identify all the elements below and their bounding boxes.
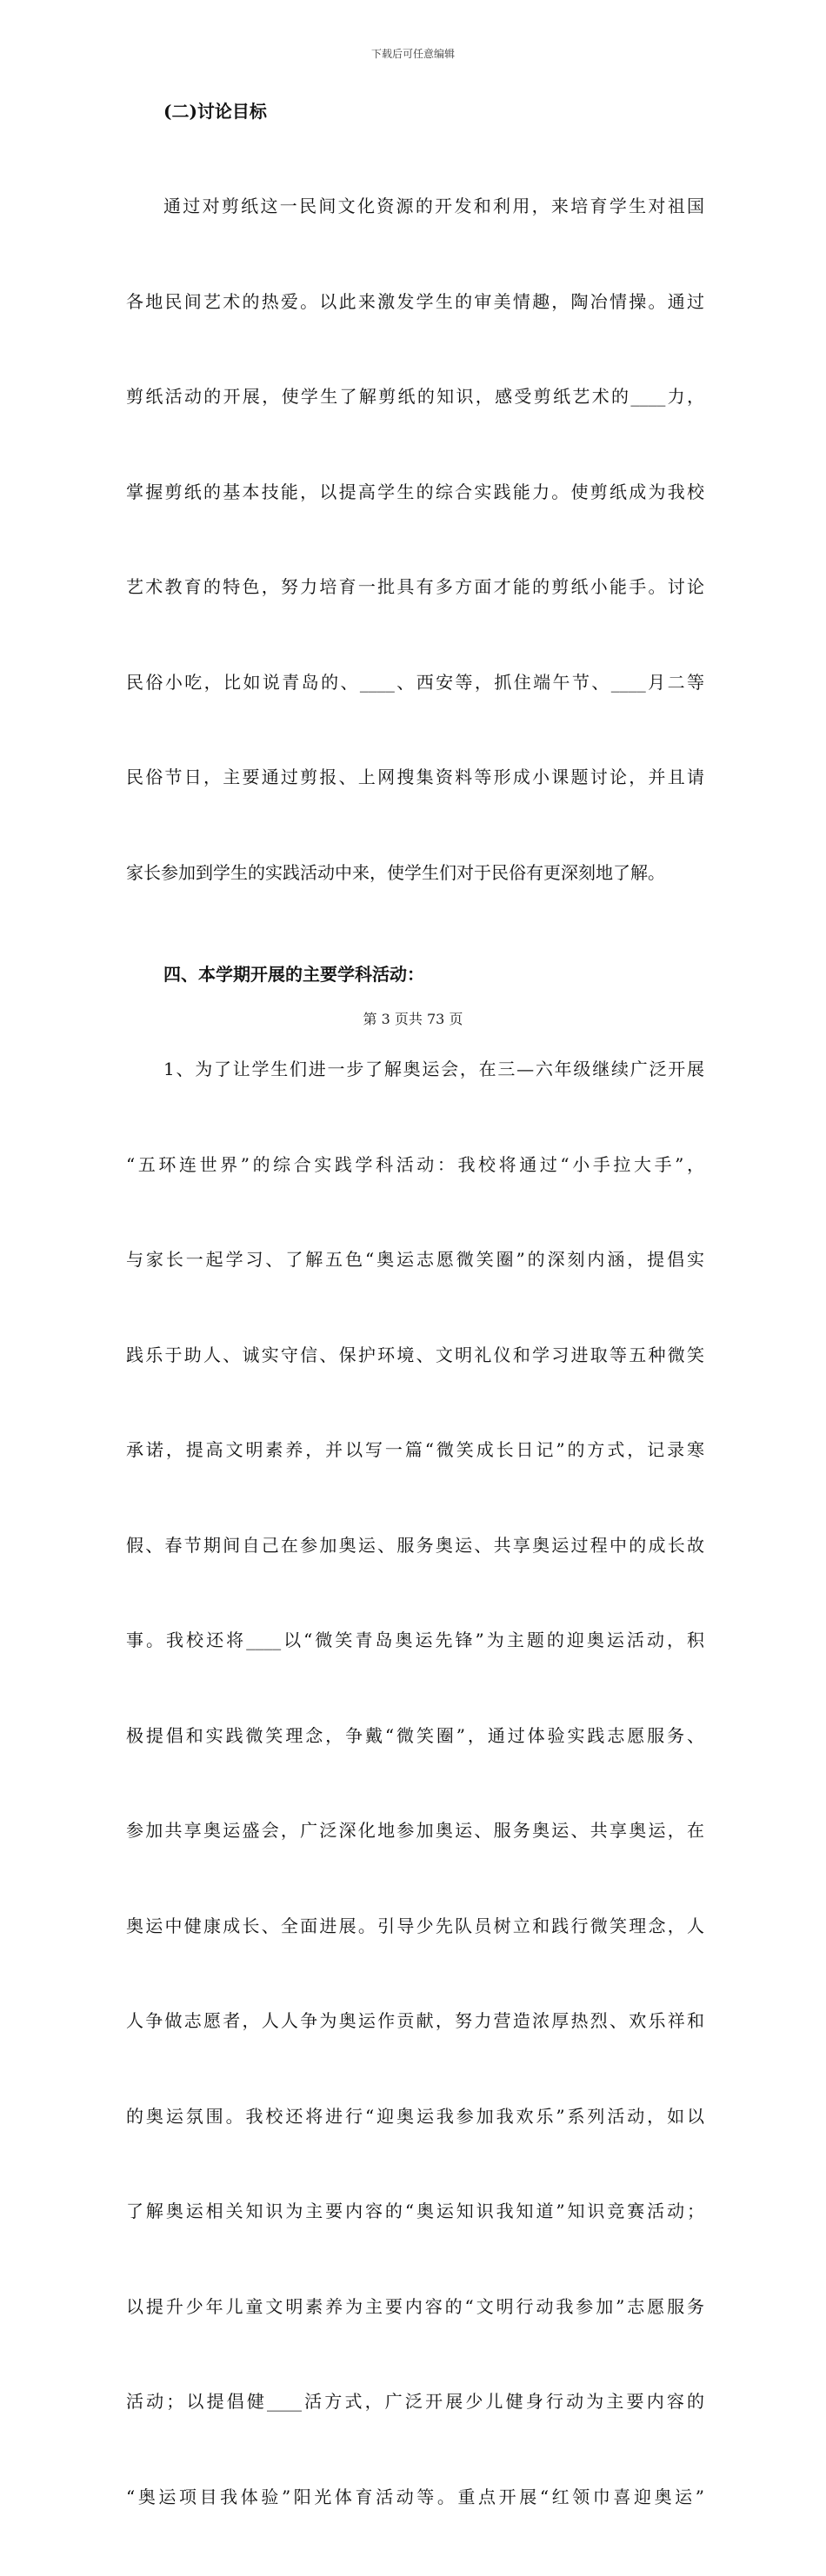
text-line: 剪纸活动的开展，使学生了解剪纸的知识，感受剪纸艺术的____力， bbox=[126, 386, 704, 407]
page-header: 下载后可任意编辑 bbox=[370, 48, 455, 60]
document-body bbox=[126, 96, 704, 2576]
text-line: 了解奥运相关知识为主要内容的“奥运知识我知道”知识竞赛活动； bbox=[126, 2201, 704, 2221]
text-line: 活动；以提倡健____活方式，广泛开展少儿健身行动为主要内容的 bbox=[126, 2391, 704, 2412]
text-line: 奥运中健康成长、全面进展。引导少先队员树立和践行微笑理念，人 bbox=[126, 1915, 704, 1936]
text-line: 各地民间艺术的热爱。以此来激发学生的审美情趣，陶冶情操。通过 bbox=[126, 290, 704, 312]
text-line: 民俗节日，主要通过剪报、上网搜集资料等形成小课题讨论，并且请 bbox=[126, 767, 704, 787]
page-footer: 第 3 页共 73 页 bbox=[363, 1011, 463, 1027]
section-heading-subject-activities: 四、本学期开展的主要学科活动： bbox=[163, 964, 424, 985]
text-line: 践乐于助人、诚实守信、保护环境、文明礼仪和学习进取等五种微笑 bbox=[126, 1344, 704, 1365]
text-line: 承诺，提高文明素养，并以写一篇“微笑成长日记”的方式，记录寒 bbox=[126, 1439, 704, 1460]
text-line: 以提升少年儿童文明素养为主要内容的“文明行动我参加”志愿服务 bbox=[126, 2295, 704, 2317]
text-line: 事。我校还将____以“微笑青岛奥运先锋”为主题的迎奥运活动，积 bbox=[126, 1630, 704, 1650]
paragraph-olympic-activities bbox=[126, 990, 704, 2576]
text-line: 民俗小吃，比如说青岛的、____、西安等，抓住端午节、____月二等 bbox=[126, 671, 704, 693]
text-line: “五环连世界”的综合实践学科活动：我校将通过“小手拉大手”， bbox=[126, 1153, 704, 1175]
paragraph-discussion-goals bbox=[126, 127, 704, 952]
text-line: 艺术教育的特色，努力培育一批具有多方面才能的剪纸小能手。讨论 bbox=[126, 576, 704, 597]
text-line: 极提倡和实践微笑理念，争戴“微笑圈”，通过体验实践志愿服务、 bbox=[126, 1724, 704, 1746]
section-heading-discussion-goals: (二)讨论目标 bbox=[163, 101, 267, 122]
text-line: 参加共享奥运盛会，广泛深化地参加奥运、服务奥运、共享奥运，在 bbox=[126, 1820, 704, 1841]
text-line: 掌握剪纸的基本技能，以提高学生的综合实践能力。使剪纸成为我校 bbox=[126, 481, 704, 502]
text-line: 家长参加到学生的实践活动中来，使学生们对于民俗有更深刻地了解。 bbox=[126, 861, 665, 883]
text-line: “奥运项目我体验”阳光体育活动等。重点开展“红领巾喜迎奥运” bbox=[126, 2486, 704, 2507]
text-line: 假、春节期间自己在参加奥运、服务奥运、共享奥运过程中的成长故 bbox=[126, 1534, 704, 1556]
text-line: 通过对剪纸这一民间文化资源的开发和利用，来培育学生对祖国 bbox=[163, 196, 704, 216]
text-line: 与家长一起学习、了解五色“奥运志愿微笑圈”的深刻内涵，提倡实 bbox=[126, 1249, 704, 1270]
text-line: 人争做志愿者，人人争为奥运作贡献，努力营造浓厚热烈、欢乐祥和 bbox=[126, 2010, 704, 2031]
text-line: 1、为了让学生们进一步了解奥运会，在三—六年级继续广泛开展 bbox=[163, 1059, 704, 1079]
text-line: 的奥运氛围。我校还将进行“迎奥运我参加我欢乐”系列活动，如以 bbox=[126, 2105, 704, 2127]
